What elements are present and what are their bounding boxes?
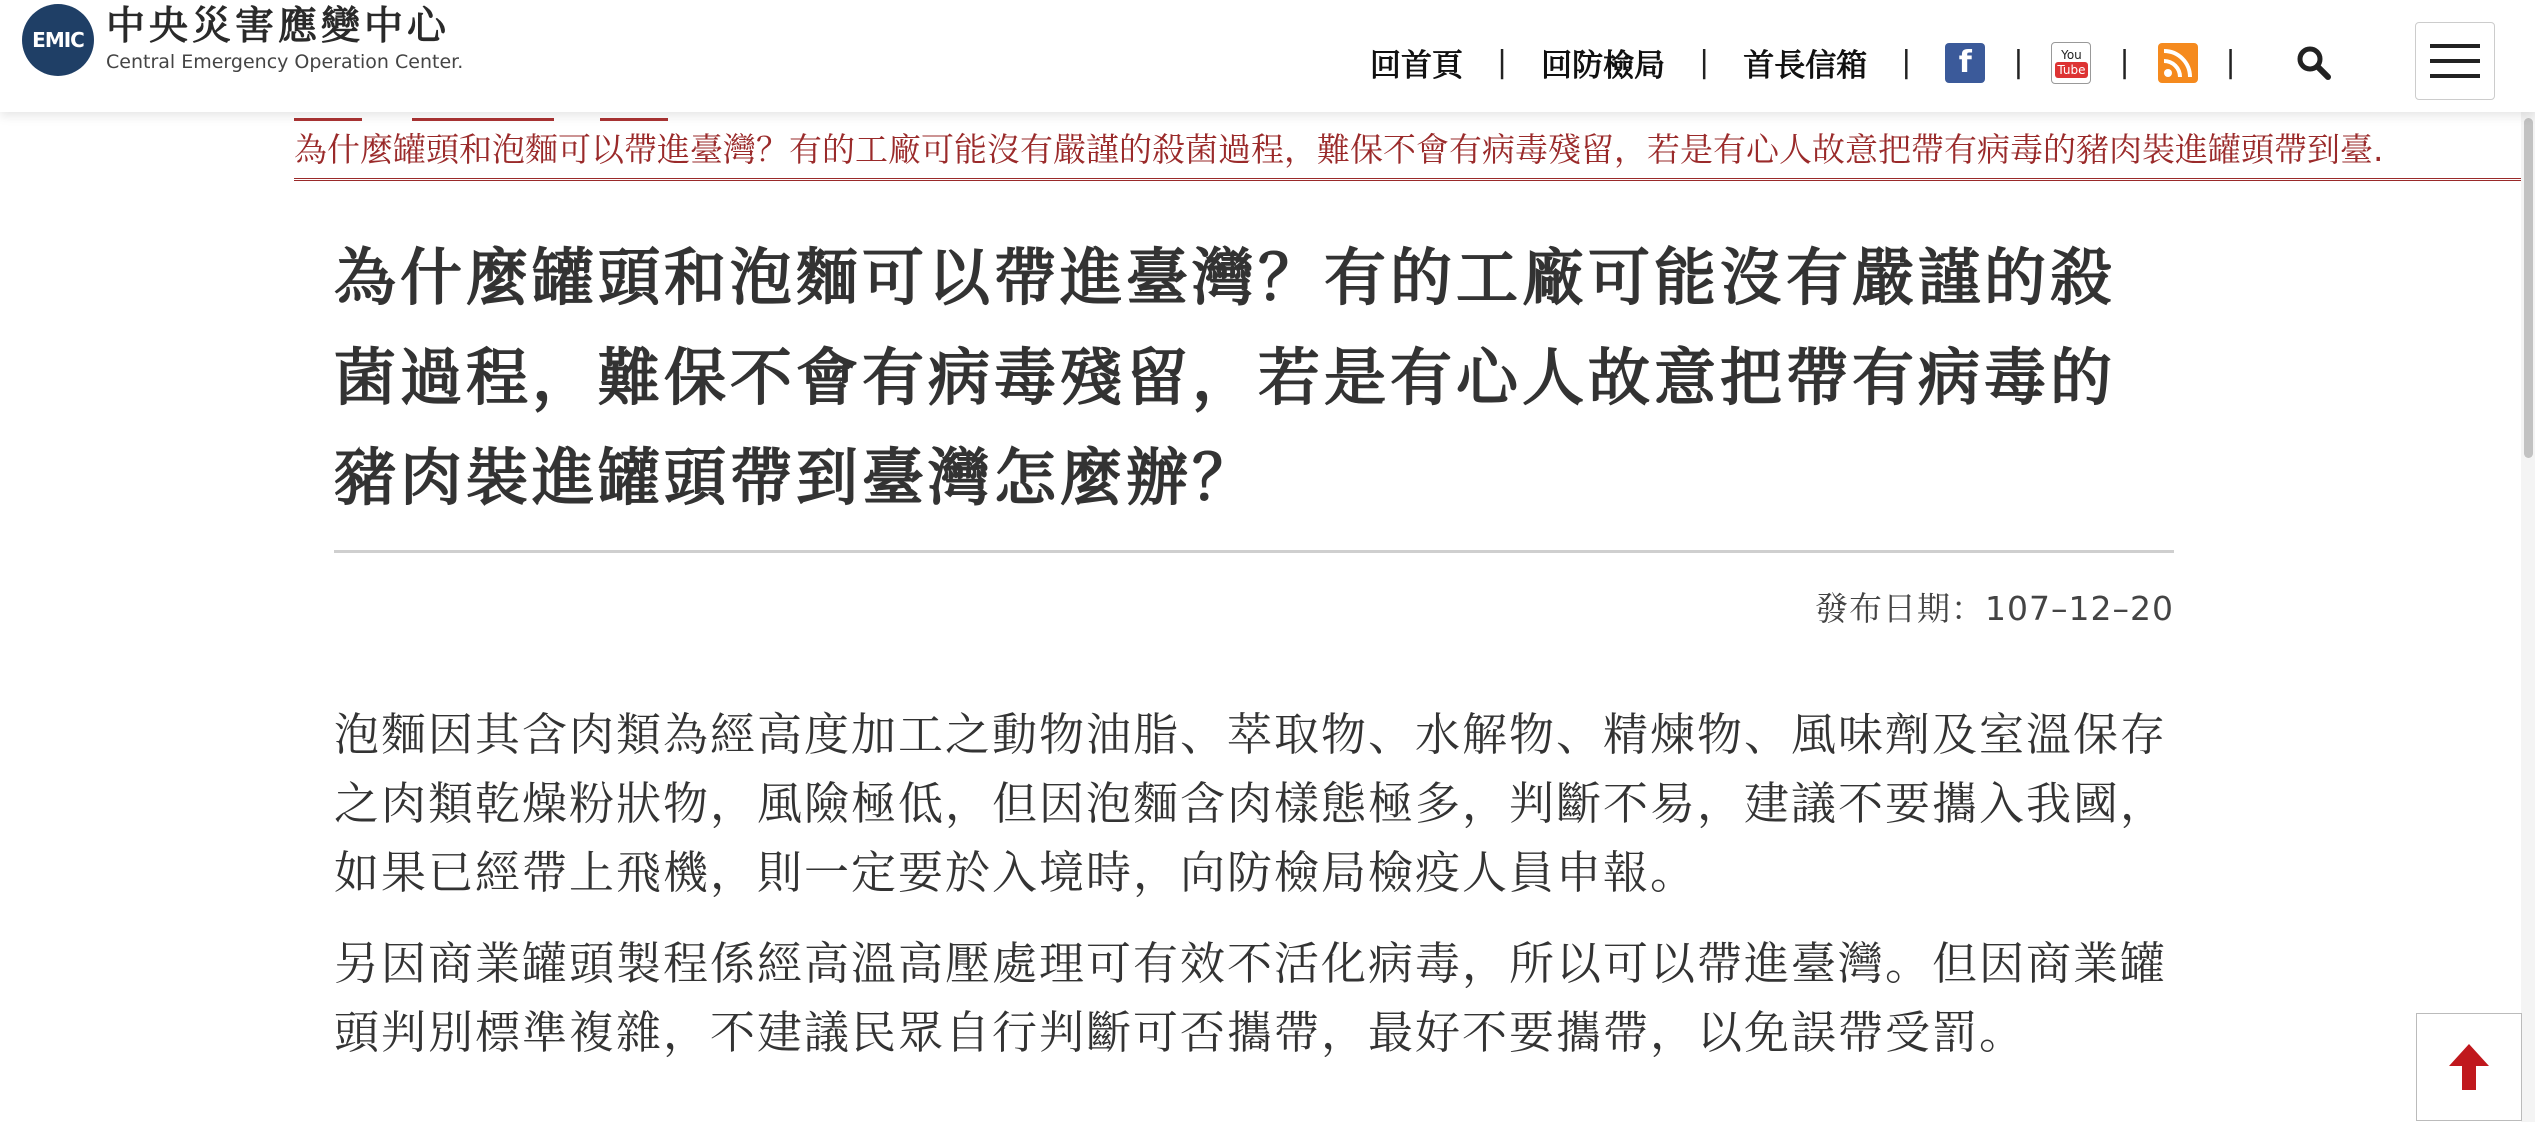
emic-logo-badge bbox=[22, 4, 94, 76]
logo-subtitle: Central Emergency Operation Center. bbox=[106, 51, 464, 73]
breadcrumb-ticker bbox=[294, 124, 2524, 181]
rss-icon[interactable] bbox=[2158, 43, 2198, 83]
nav-separator: | bbox=[1699, 45, 1710, 80]
site-header bbox=[0, 0, 2535, 112]
back-to-top-button[interactable] bbox=[2416, 1013, 2522, 1121]
nav-separator: | bbox=[2225, 45, 2236, 80]
article-paragraph: 另因商業罐頭製程係經高溫高壓處理可有效不活化病毒，所以可以帶進臺灣。但因商業罐頭判別標準複雜，不建議民眾自行判斷可否攜帶，最好不要攜帶，以免誤帶受罰。 bbox=[334, 937, 2168, 1059]
arrow-up-icon bbox=[2447, 1042, 2491, 1092]
logo-title: 中央災害應變中心 bbox=[106, 4, 451, 49]
title-divider bbox=[334, 550, 2174, 553]
ticker-link[interactable]: 為什麼罐頭和泡麵可以帶進臺灣？有的工廠可能沒有嚴謹的殺菌過程，難保不會有病毒殘留，若是有心人故意把帶有病毒的豬肉裝進罐頭帶到臺. bbox=[294, 130, 2384, 169]
page-scrollbar[interactable] bbox=[2521, 112, 2535, 1122]
hamburger-menu-button[interactable] bbox=[2415, 22, 2495, 100]
publish-date: 發布日期：107–12–20 bbox=[1815, 589, 2174, 628]
article-paragraph: 泡麵因其含肉類為經高度加工之動物油脂、萃取物、水解物、精煉物、風味劑及室溫保存之肉類乾燥粉狀物，風險極低，但因泡麵含肉樣態極多，判斷不易，建議不要攜入我國，如果已經帶上飛機，則一定要於入境時，向防檢局檢疫人員申報。 bbox=[334, 708, 2168, 899]
article bbox=[334, 228, 2174, 1067]
site-logo[interactable] bbox=[22, 4, 463, 76]
nav-back-agency-link[interactable]: 回防檢局 bbox=[1541, 48, 1666, 84]
nav-home-link[interactable]: 回首頁 bbox=[1370, 48, 1463, 84]
facebook-icon[interactable]: f bbox=[1945, 43, 1985, 83]
top-nav bbox=[1370, 40, 2334, 85]
nav-separator: | bbox=[2013, 45, 2024, 80]
search-icon[interactable] bbox=[2294, 43, 2334, 83]
article-title: 為什麼罐頭和泡麵可以帶進臺灣？有的工廠可能沒有嚴謹的殺菌過程，難保不會有病毒殘留，若是有心人故意把帶有病毒的豬肉裝進罐頭帶到臺灣怎麼辦？ bbox=[334, 241, 2117, 514]
nav-separator: | bbox=[1901, 45, 1912, 80]
nav-separator: | bbox=[2119, 45, 2130, 80]
logo-badge-text: EMIC bbox=[32, 28, 84, 52]
nav-separator: | bbox=[1497, 45, 1508, 80]
youtube-icon[interactable]: You Tube bbox=[2051, 42, 2091, 84]
nav-director-mailbox-link[interactable]: 首長信箱 bbox=[1743, 48, 1868, 84]
scrollbar-thumb[interactable] bbox=[2524, 118, 2533, 458]
